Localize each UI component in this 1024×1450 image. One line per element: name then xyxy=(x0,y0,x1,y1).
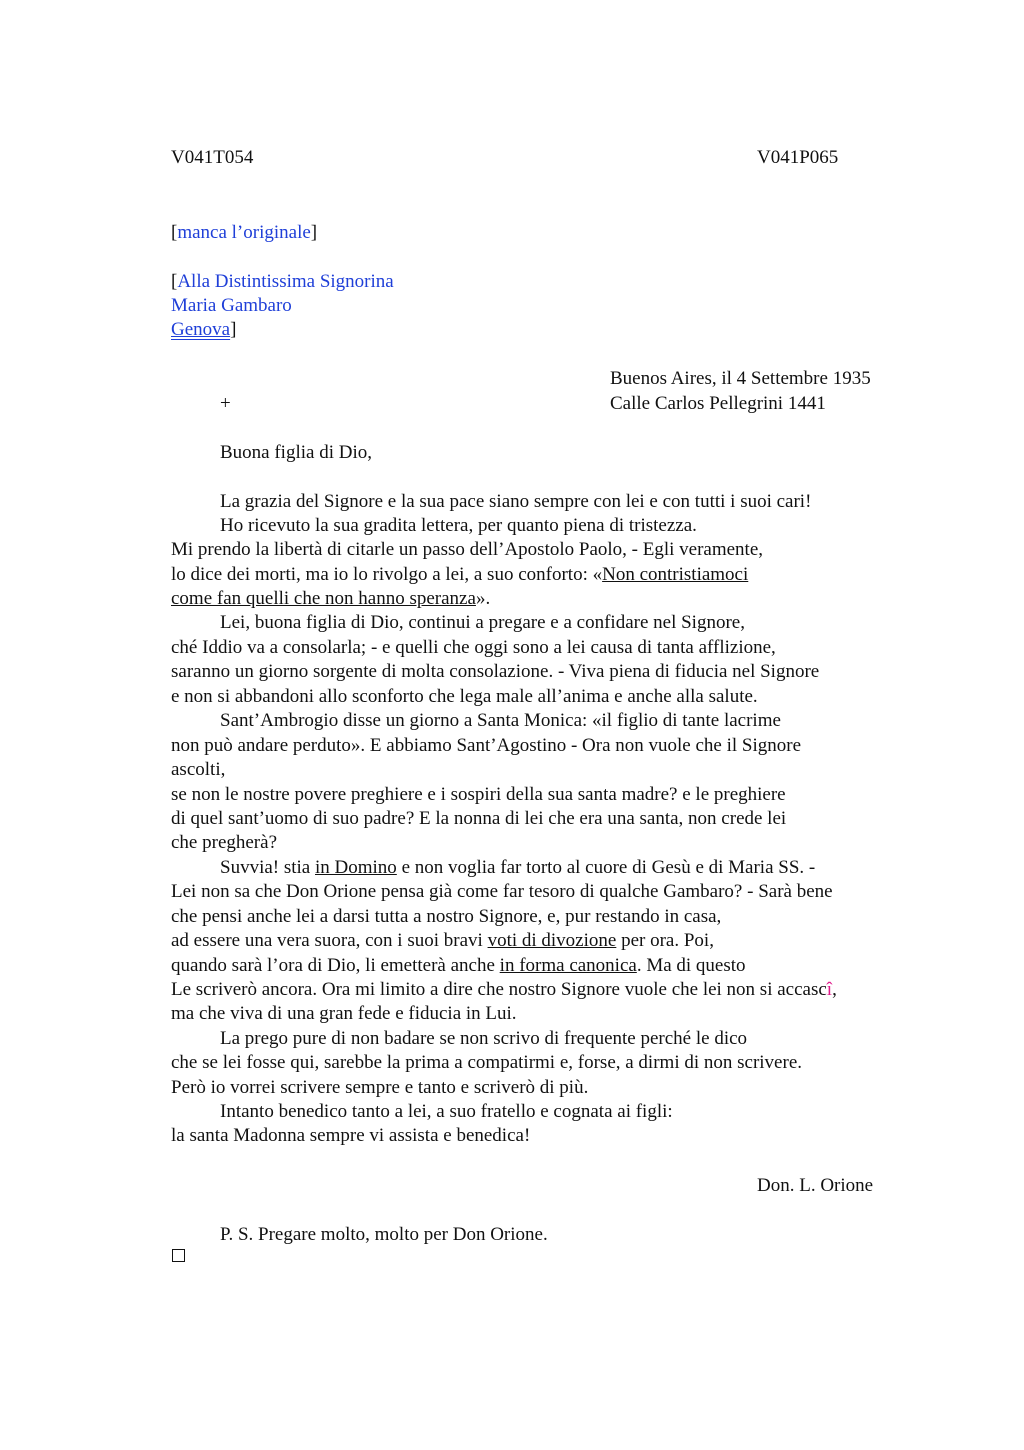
body-text: Suvvia! stia xyxy=(220,857,315,878)
body-line: di quel sant’uomo di suo padre? E la nonna di lei che era una santa, non crede lei xyxy=(171,808,787,829)
note-text: manca l’originale xyxy=(177,222,311,243)
body-line: La grazia del Signore e la sua pace siano sempre con lei e con tutti i suoi cari! xyxy=(220,491,812,512)
body-line xyxy=(171,978,837,1002)
editorial-note xyxy=(171,221,317,245)
body-line: se non le nostre povere preghiere e i sospiri della sua santa madre? e le preghiere xyxy=(171,784,786,805)
body-line: Mi prendo la libertà di citarle un passo dell’Apostolo Paolo, - Egli veramente, xyxy=(171,539,764,560)
body-line: ascolti, xyxy=(171,759,226,780)
body-line: che pregherà? xyxy=(171,832,278,853)
underlined-phrase: in forma canonica xyxy=(499,955,637,976)
body-text: . Ma di questo xyxy=(636,955,746,976)
document-code-right: V041P065 xyxy=(757,147,839,168)
underlined-phrase: in Domino xyxy=(315,857,397,878)
body-text: per ora. Poi, xyxy=(616,930,714,951)
underlined-phrase: voti di divozione xyxy=(487,930,617,951)
body-text: , xyxy=(832,979,837,1000)
body-line xyxy=(220,856,815,880)
postscript: P. S. Pregare molto, molto per Don Orione. xyxy=(220,1224,548,1245)
quote-underlined: Non contristiamoci xyxy=(602,564,749,585)
body-line: Ho ricevuto la sua gradita lettera, per quanto piena di tristezza. xyxy=(220,515,697,536)
body-line: che pensi anche lei a darsi tutta a nostro Signore, e, pur restando in casa, xyxy=(171,906,722,927)
sender-address: Calle Carlos Pellegrini 1441 xyxy=(610,393,826,414)
body-line: Sant’Ambrogio disse un giorno a Santa Monica: «il figlio di tante lacrime xyxy=(220,710,781,731)
salutation: Buona figlia di Dio, xyxy=(220,442,372,463)
recipient-close-bracket: ] xyxy=(230,319,237,340)
body-line: non può andare perduto». E abbiamo Sant’Agostino - Ora non vuole che il Signore xyxy=(171,735,802,756)
body-line xyxy=(171,587,490,611)
recipient-city-link[interactable]: Genova xyxy=(171,319,231,340)
body-line xyxy=(171,929,714,953)
body-text: e non voglia far torto al cuore di Gesù e di Maria SS. - xyxy=(396,857,816,878)
body-line xyxy=(171,954,746,978)
recipient-title: Alla Distintissima Signorina xyxy=(177,271,394,292)
body-text: lo dice dei morti, ma io lo rivolgo a lei, a suo conforto: « xyxy=(171,564,603,585)
body-line xyxy=(171,563,748,587)
body-line: ma che viva di una gran fede e fiducia in Lui. xyxy=(171,1003,517,1024)
note-close-bracket: ] xyxy=(310,222,318,243)
body-line: Lei, buona figlia di Dio, continui a pregare e a confidare nel Signore, xyxy=(220,612,745,633)
body-text: quando sarà l’ora di Dio, li emetterà anche xyxy=(171,955,500,976)
body-line: Però io vorrei scrivere sempre e tanto e scriverò di più. xyxy=(171,1077,589,1098)
document-code-left: V041T054 xyxy=(171,147,254,168)
body-line: e non si abbandoni allo sconforto che lega male all’anima e anche alla salute. xyxy=(171,686,758,707)
body-line: Lei non sa che Don Orione pensa già come far tesoro di qualche Gambaro? - Sarà bene xyxy=(171,881,833,902)
recipient-line-1 xyxy=(171,270,394,294)
recipient-open-bracket: [ xyxy=(171,271,178,292)
body-line: che se lei fosse qui, sarebbe la prima a compatirmi e, forse, a dirmi di non scrivere. xyxy=(171,1052,802,1073)
body-line: ché Iddio va a consolarla; - e quelli che oggi sono a lei causa di tanta afflizione, xyxy=(171,637,776,658)
signature: Don. L. Orione xyxy=(757,1175,874,1196)
body-line: Intanto benedico tanto a lei, a suo fratello e cognata ai figli: xyxy=(220,1101,673,1122)
body-text: Le scriverò ancora. Ora mi limito a dire che nostro Signore vuole che lei non si accasc xyxy=(171,979,827,1000)
body-line: La prego pure di non badare se non scrivo di frequente perché le dico xyxy=(220,1028,748,1049)
cross-mark: + xyxy=(220,393,231,414)
body-text: ». xyxy=(475,588,491,609)
letter-date: Buenos Aires, il 4 Settembre 1935 xyxy=(610,368,871,389)
body-line: la santa Madonna sempre vi assista e benedica! xyxy=(171,1125,531,1146)
end-square-icon xyxy=(172,1249,185,1262)
body-line: saranno un giorno sorgente di molta consolazione. - Viva piena di fiducia nel Signore xyxy=(171,661,820,682)
body-text: ad essere una vera suora, con i suoi bravi xyxy=(171,930,488,951)
note-open-bracket: [ xyxy=(171,222,178,243)
highlighted-character: î xyxy=(826,979,833,1000)
recipient-name: Maria Gambaro xyxy=(171,295,292,316)
quote-underlined: come fan quelli che non hanno speranza xyxy=(171,588,476,609)
recipient-line-3 xyxy=(171,318,236,342)
